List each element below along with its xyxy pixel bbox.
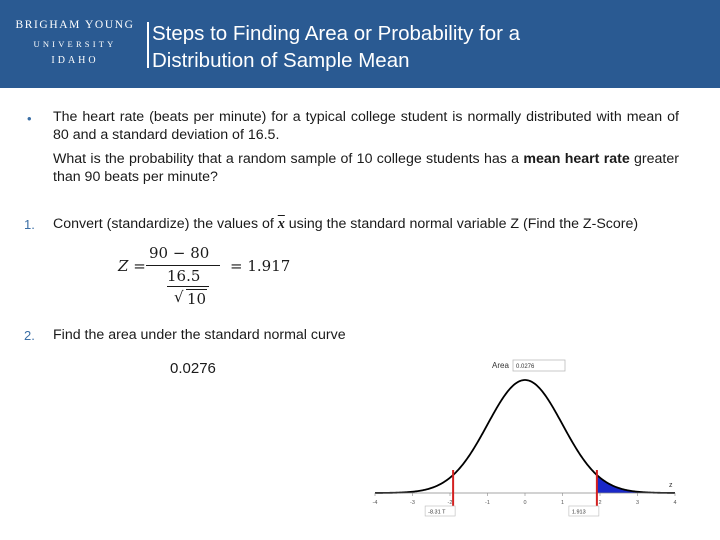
formula-sqrt-symbol: √ [174,288,184,306]
step-2-number: 2. [24,328,35,343]
question-part-a: What is the probability that a random sample of 10 college students has a [53,151,524,167]
header-divider [147,22,149,68]
normal-curve-plot [370,355,690,525]
tick-label: 2 [598,500,602,506]
tick-label: -4 [372,500,378,506]
area-value: 0.0276 [516,364,535,370]
x-bar-symbol: $\overline{x}$ [277,216,285,232]
area-label: Area [492,361,509,370]
tick-label: 3 [635,500,640,506]
step-1-number: 1. [24,217,35,232]
step-2-text: Find the area under the standard normal curve [53,327,346,343]
formula-main-fraction-bar [146,265,220,266]
question-part-b: greater than 90 beats per minute? [53,151,679,185]
formula-lhs: Z = [118,257,146,275]
tick-label: -3 [410,500,415,506]
probability-answer: 0.0276 [170,360,216,377]
tick-label: -1 [485,500,490,506]
logo-line-2: UNIVERSITY [33,39,117,49]
byu-idaho-logo [14,18,136,67]
left-bound-label: -8.31 T [428,509,446,516]
normal-curve-svg [370,355,690,525]
formula-sqrt-value: 10 [187,290,207,308]
right-bound-label: 1.913 [571,509,586,516]
title-line-1: Steps to Finding Area or Probability for a [152,22,521,45]
x-axis-label: z [669,482,673,489]
logo-line-1: BRIGHAM YOUNG [15,19,135,31]
slide-header [0,0,720,88]
logo-line-3: IDAHO [51,55,99,66]
step-1-text [53,215,679,233]
formula-numerator: 90 − 80 [149,244,210,262]
tick-label: -2 [447,500,453,506]
step-1-text-b: using the standard normal variable Z (Find the Z-Score) [284,216,639,232]
tick-label: 0 [523,500,527,506]
question-text [53,150,679,186]
formula-denominator: 16.5 [167,267,201,285]
normal-curve [375,380,675,493]
slide-title [152,20,712,74]
intro-text: The heart rate (beats per minute) for a typical college student is normally distributed with mean of 80 and a standard deviation of 16.5. [53,109,679,143]
intro-bullet: • [27,111,32,126]
question-bold-2: rate [603,151,630,167]
tick-label: 4 [673,500,677,506]
step-1-text-a: Convert (standardize) the values of [53,216,278,232]
z-score-formula [118,244,318,314]
title-line-2: Distribution of Sample Mean [152,49,410,72]
tick-label: 1 [560,500,565,506]
question-bold-1: mean heart [523,151,600,167]
formula-inner-fraction-bar [167,286,209,287]
formula-rhs: = 1.917 [230,257,291,275]
